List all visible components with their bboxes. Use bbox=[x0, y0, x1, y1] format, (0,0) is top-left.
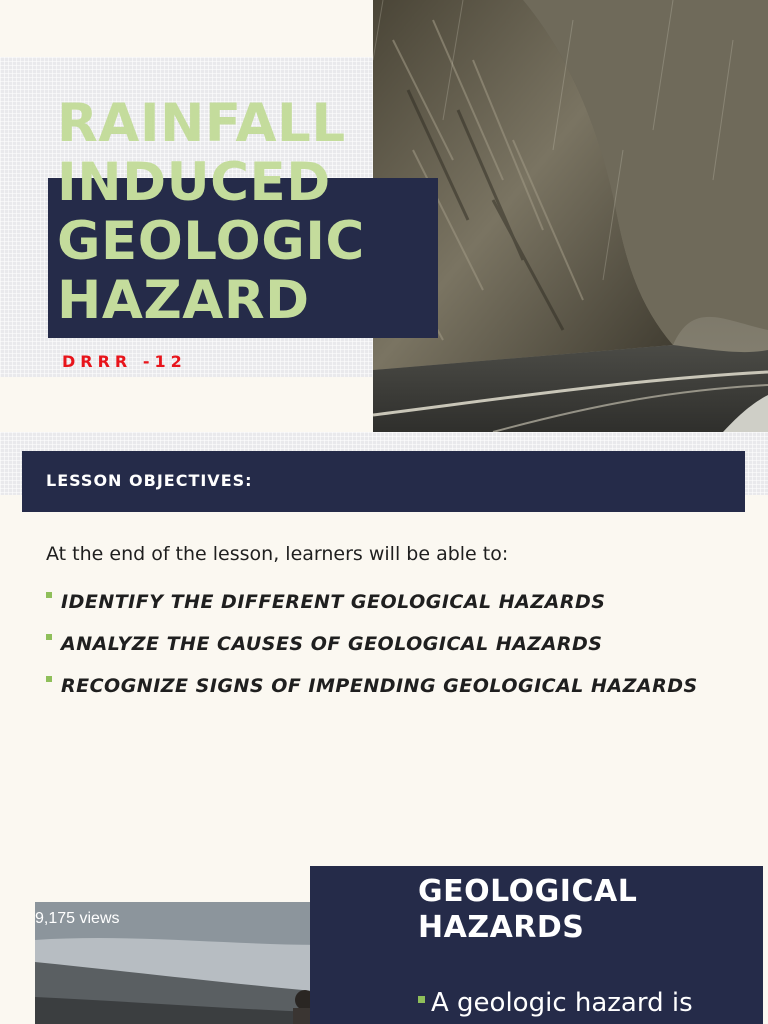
geological-hazards-title: GEOLOGICAL HAZARDS bbox=[418, 874, 638, 945]
lesson-objectives-banner bbox=[22, 451, 745, 512]
lesson-objectives-heading: LESSON OBJECTIVES: bbox=[46, 471, 253, 490]
geological-hazards-text: A geologic hazard is bbox=[431, 988, 693, 1018]
objective-text: RECOGNIZE SIGNS OF IMPENDING GEOLOGICAL HAZARDS bbox=[61, 675, 698, 697]
geological-hazards-bullet bbox=[418, 988, 693, 1018]
objective-text: IDENTIFY THE DIFFERENT GEOLOGICAL HAZARDS bbox=[61, 591, 606, 613]
list-item bbox=[46, 667, 726, 705]
objective-text: ANALYZE THE CAUSES OF GEOLOGICAL HAZARDS bbox=[61, 633, 603, 655]
video-view-count: 9,175 views bbox=[35, 910, 120, 927]
square-bullet-icon bbox=[46, 592, 52, 598]
geological-hazards-panel bbox=[310, 866, 763, 1024]
square-bullet-icon bbox=[46, 676, 52, 682]
list-item bbox=[46, 625, 726, 663]
list-item bbox=[46, 583, 726, 621]
slide-title: RAINFALL INDUCED GEOLOGIC HAZARD bbox=[57, 93, 365, 331]
objectives-intro: At the end of the lesson, learners will be able to: bbox=[46, 543, 509, 565]
square-bullet-icon bbox=[46, 634, 52, 640]
square-bullet-icon bbox=[418, 996, 425, 1003]
slide-subtitle: DRRR -12 bbox=[62, 352, 187, 371]
objectives-list bbox=[46, 592, 726, 718]
